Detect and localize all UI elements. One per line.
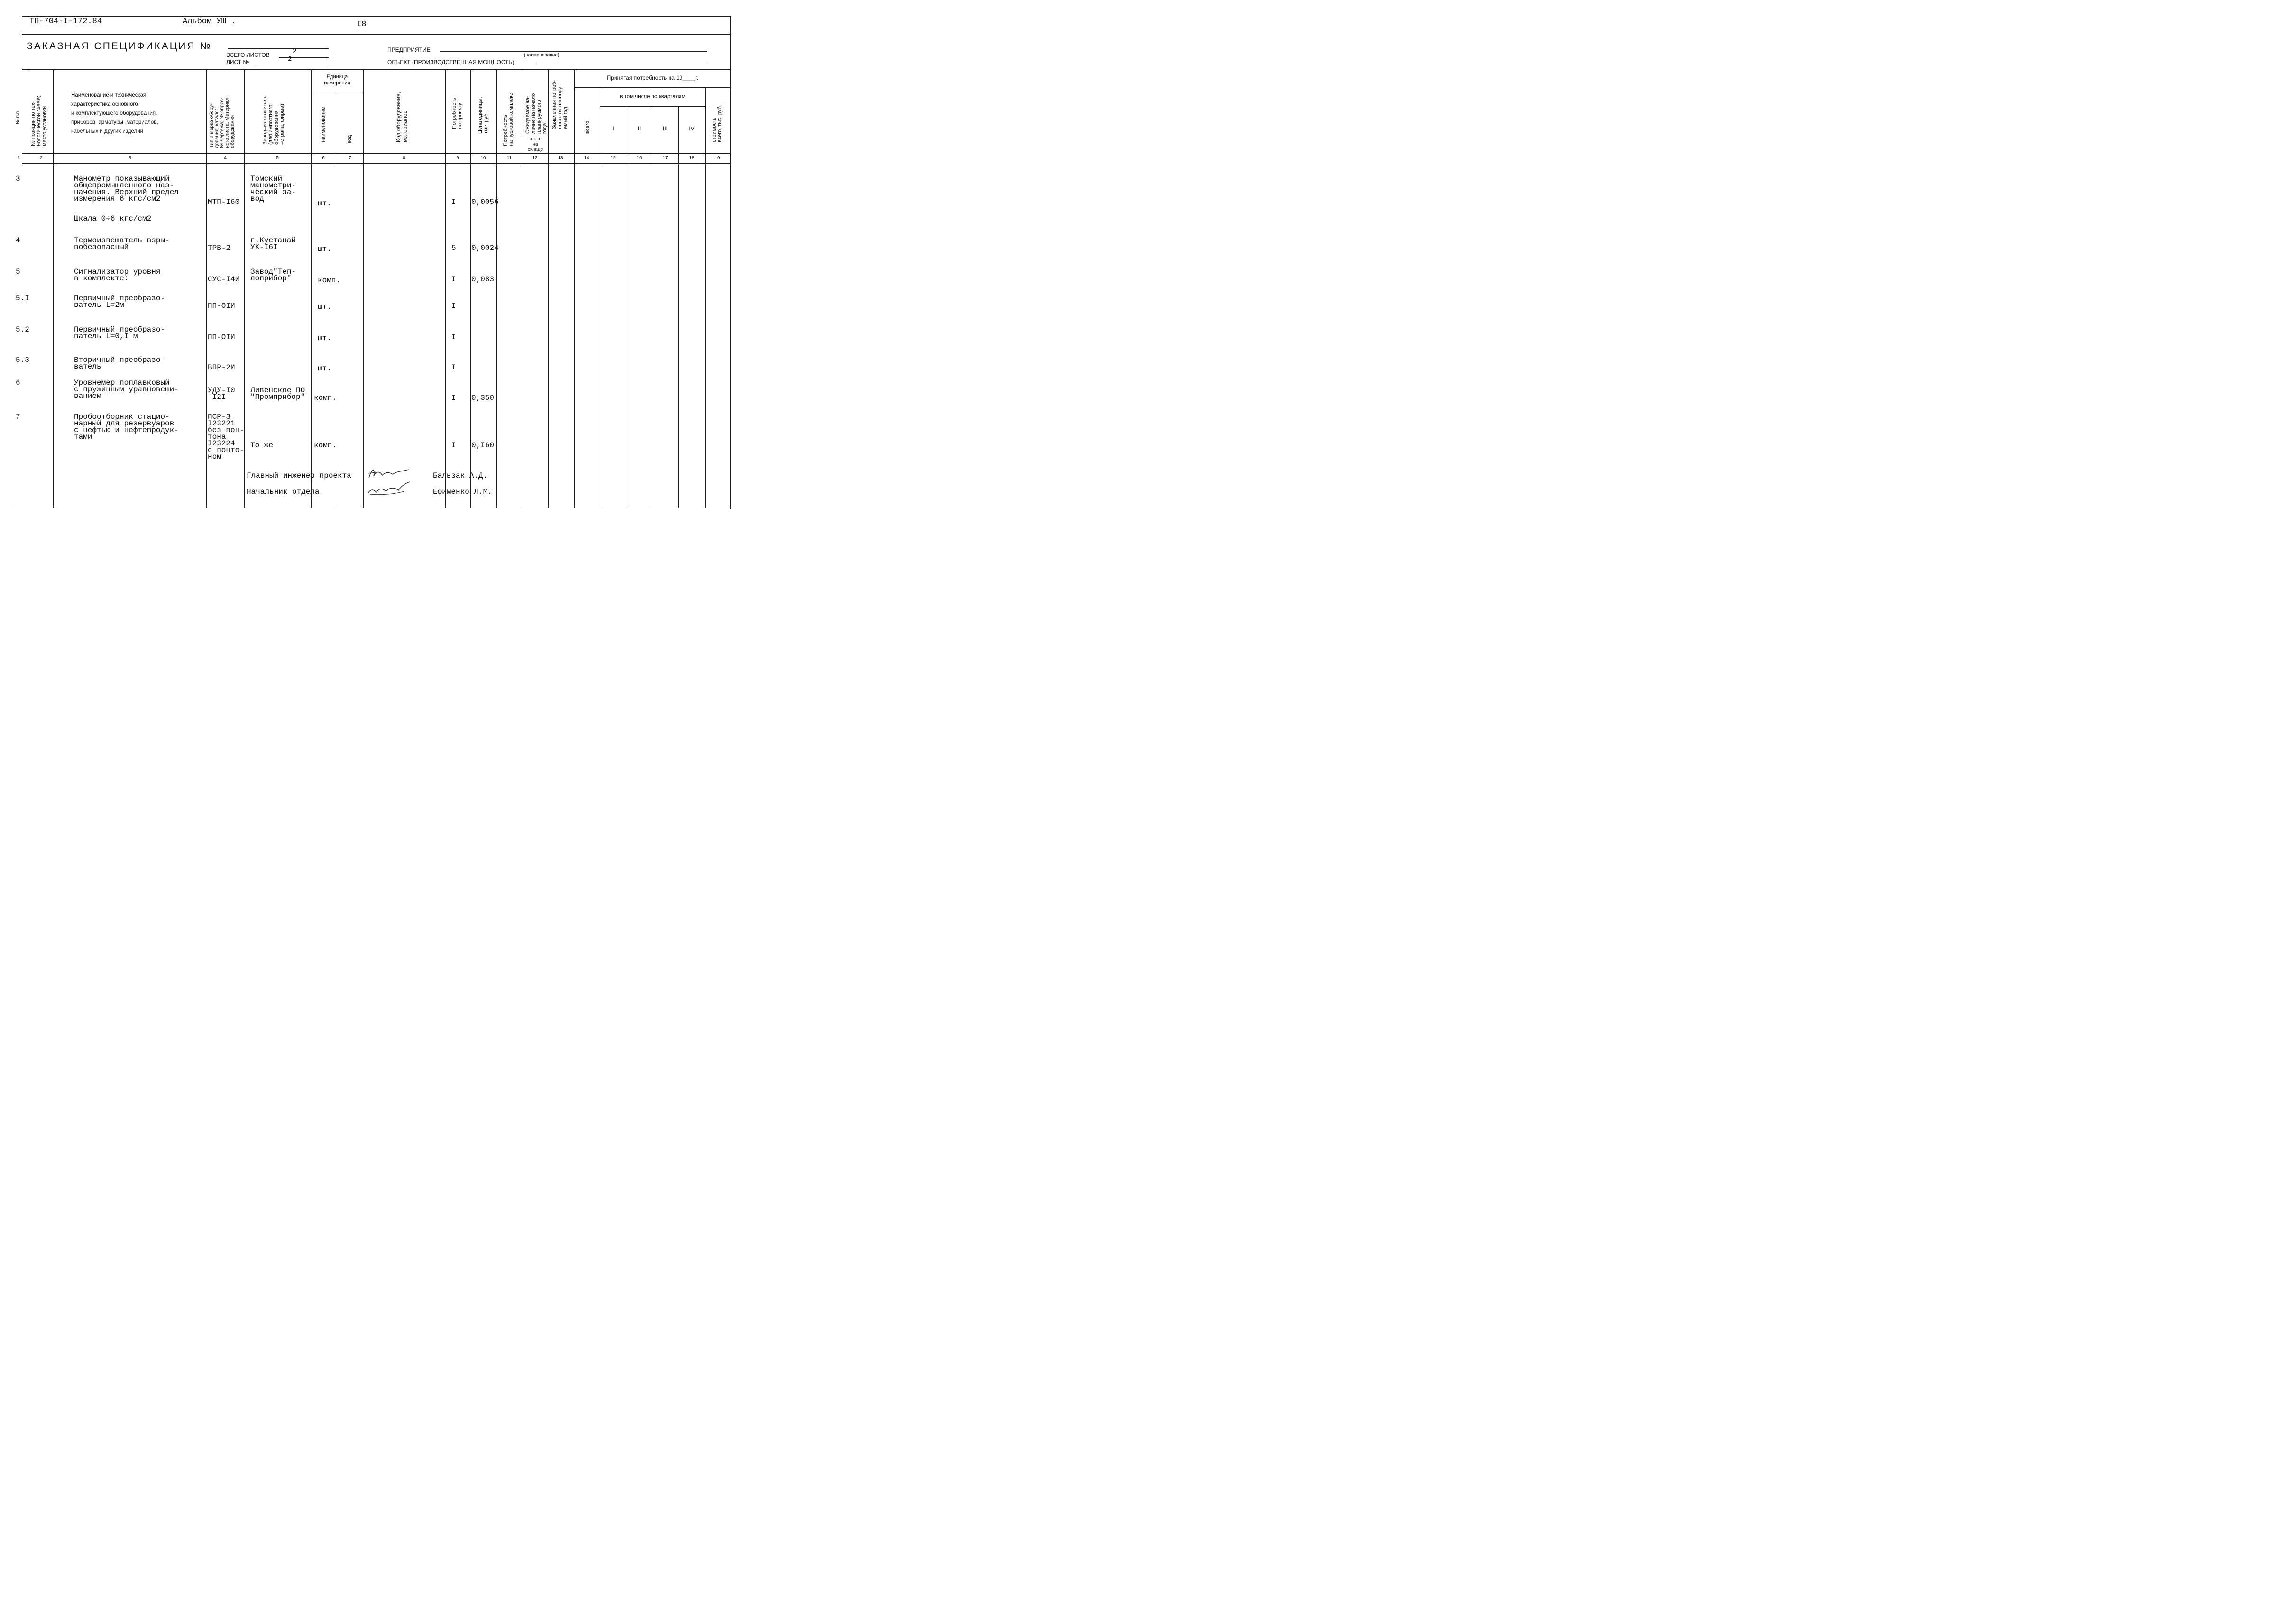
row-type: ПП-ОIИ <box>208 333 235 341</box>
header-q3: III <box>662 125 668 132</box>
row-qty: I <box>451 363 456 372</box>
right-border <box>730 16 731 509</box>
row-manufacturer: Томский манометри- ческий за- вод <box>250 175 296 203</box>
row-manufacturer: То же <box>250 441 274 450</box>
row-type: ТРВ-2 <box>208 244 231 252</box>
row-unit: шт. <box>318 334 331 342</box>
header-unit-group: Единица измерения <box>324 74 350 86</box>
page-number: I8 <box>357 20 367 29</box>
header-c1: № п.п. <box>15 110 20 124</box>
row-position: 7 <box>16 413 20 421</box>
col-num: 11 <box>506 156 512 161</box>
header-in-stock: в т. ч. на складе <box>527 137 543 152</box>
row-unit: комп. <box>318 276 341 285</box>
row-unit: шт. <box>318 245 331 253</box>
row-type: УДУ-I0 I2I <box>208 386 235 401</box>
col-num: 4 <box>224 156 227 161</box>
row-position: 5 <box>16 268 20 276</box>
sheet-label: ЛИСТ № <box>226 59 249 65</box>
header-accepted: Принятая потребность на 19____г. <box>606 74 698 81</box>
header-manufacturer: Завод–изготовитель (для импортного оборудования –страна, фирма) <box>262 95 285 145</box>
total-sheets-label: ВСЕГО ЛИСТОВ <box>226 52 270 58</box>
row-unit: шт. <box>318 199 331 208</box>
col-num: 6 <box>322 156 325 161</box>
header-quarters: в том числе по кварталам <box>620 94 686 100</box>
col-num: 19 <box>715 156 720 161</box>
col-numbers-bottom-line <box>22 163 731 164</box>
chief-engineer-label: Главный инженер проекта <box>247 471 351 480</box>
col-num: 14 <box>584 156 589 161</box>
row-qty: I <box>451 275 456 284</box>
name-hint: (наименование) <box>524 53 560 58</box>
chief-engineer-name: Бальзак А.Д. <box>433 471 488 480</box>
row-name: Вторичный преобразо- ватель <box>74 356 165 371</box>
row-qty: I <box>451 198 456 206</box>
row-unit: комп. <box>314 441 337 450</box>
row-type: СУС-I4И <box>208 275 240 284</box>
col-num: 12 <box>532 156 538 161</box>
row-name: Уровнемер поплавковый с пружинным уравновеши- ванием <box>74 378 179 400</box>
row-position: 4 <box>16 236 20 245</box>
row-position: 6 <box>16 378 20 387</box>
header-q4: IV <box>689 125 695 132</box>
row-name: Первичный преобразо- ватель L=0,I м <box>74 325 165 341</box>
header-expected: Ожидаемое на- личие на начало планируемого года <box>525 93 548 134</box>
title-strip-line <box>22 34 731 35</box>
row-type: ПП-ОIИ <box>208 302 235 310</box>
col-num: 18 <box>689 156 695 161</box>
col-num: 15 <box>610 156 616 161</box>
col-num: 7 <box>349 156 351 161</box>
row-unit: комп. <box>314 394 337 402</box>
department-head-name: Ефименко Л.М. <box>433 488 492 496</box>
header-cost: стоимость всего, тыс. руб. <box>711 105 723 142</box>
row-position: 5.2 <box>16 325 29 334</box>
row-qty: I <box>451 441 456 450</box>
row-name: Термоизвещатель взры- вобезопасный <box>74 236 170 251</box>
col-num: 9 <box>456 156 459 161</box>
row-name-extra: Шкала 0÷6 кгс/см2 <box>74 214 152 223</box>
header-project-need: Потребность по проекту <box>451 98 463 129</box>
row-name: Пробоотборник стацио- нарный для резервуаров с нефтью и нефтепродук- тами <box>74 413 179 441</box>
col-num: 8 <box>403 156 405 161</box>
col-num: 1 <box>18 156 20 161</box>
row-name: Манометр показывающий общепромышленного наз- начения. Верхний предел измерения 6 кгс/см2 <box>74 175 179 203</box>
row-name: Сигнализатор уровня в комплекте: <box>74 268 161 283</box>
row-unit: шт. <box>318 303 331 311</box>
row-position: 5.3 <box>16 356 29 364</box>
header-position: № позиции по тех- нологической схеме; место установки <box>30 95 47 146</box>
row-name: Первичный преобразо- ватель L=2м <box>74 294 165 309</box>
col-num: 5 <box>276 156 279 161</box>
row-qty: I <box>451 394 456 402</box>
row-price: 0,083 <box>471 275 495 284</box>
header-unit-price: Цена единицы, тыс. руб. <box>478 97 489 134</box>
row-manufacturer: г.Кустанай УК-I6I <box>250 236 296 251</box>
col-num: 17 <box>662 156 668 161</box>
col-num: 2 <box>40 156 43 161</box>
row-manufacturer: Ливенское ПО "Промприбор" <box>250 386 305 401</box>
row-price: 0,0024 <box>471 244 499 252</box>
row-position: 3 <box>16 175 20 183</box>
album-label: Альбом УШ . <box>183 17 236 26</box>
top-border <box>22 16 731 17</box>
col-num: 3 <box>129 156 131 161</box>
col-num: 10 <box>480 156 486 161</box>
sheet-value: 2 <box>288 55 292 63</box>
row-unit: шт. <box>318 364 331 373</box>
total-sheets-value: 2 <box>293 48 297 55</box>
form-title: ЗАКАЗНАЯ СПЕЦИФИКАЦИЯ № <box>27 41 212 52</box>
header-unit-code: код <box>347 135 352 143</box>
header-q2: II <box>637 125 641 132</box>
row-qty: I <box>451 302 456 310</box>
document-code: ТП-704-I-172.84 <box>29 17 102 26</box>
object-label: ОБЪЕКТ (ПРОИЗВОДСТВЕННАЯ МОЩНОСТЬ) <box>387 59 514 65</box>
row-price: 0,I60 <box>471 441 495 450</box>
department-head-label: Начальник отдела <box>247 488 320 496</box>
row-qty: 5 <box>451 244 456 252</box>
header-total: всего <box>585 120 590 134</box>
header-equipment-code: Код оборудования, материалов <box>395 92 408 142</box>
row-position: 5.I <box>16 294 29 303</box>
header-bottom-line <box>22 153 731 154</box>
col-num: 16 <box>636 156 642 161</box>
header-unit-name: наименование <box>321 107 326 142</box>
header-declared: Заявленная потреб- ность на планиру- емый год <box>551 80 569 129</box>
row-price: 0,0056 <box>471 198 499 206</box>
header-type: Тип и марка обору- дования; каталог; № чертежа; № опрос- ного листа. Материал оборудования <box>209 97 235 148</box>
header-name: Наименование и техническая характеристика основного и комплектующего оборудования, приборов, арматуры, материалов, кабельных и других изделий <box>71 92 158 134</box>
table-top-line <box>22 69 731 70</box>
row-type: МТП-I60 <box>208 198 240 206</box>
department-head-signature <box>366 480 413 497</box>
row-type: ПСР-3 I23221 без пон- тона I23224 с понто- ном <box>208 413 244 461</box>
row-qty: I <box>451 333 456 341</box>
row-type: ВПР-2И <box>208 363 235 372</box>
row-price: 0,350 <box>471 394 495 402</box>
col-num: 13 <box>558 156 563 161</box>
header-startup-need: Потребность на пусковой комплекс <box>503 93 514 146</box>
enterprise-label: ПРЕДПРИЯТИЕ <box>387 46 431 53</box>
header-q1: I <box>612 125 614 132</box>
row-manufacturer: Завод"Теп- лоприбор" <box>250 268 296 283</box>
